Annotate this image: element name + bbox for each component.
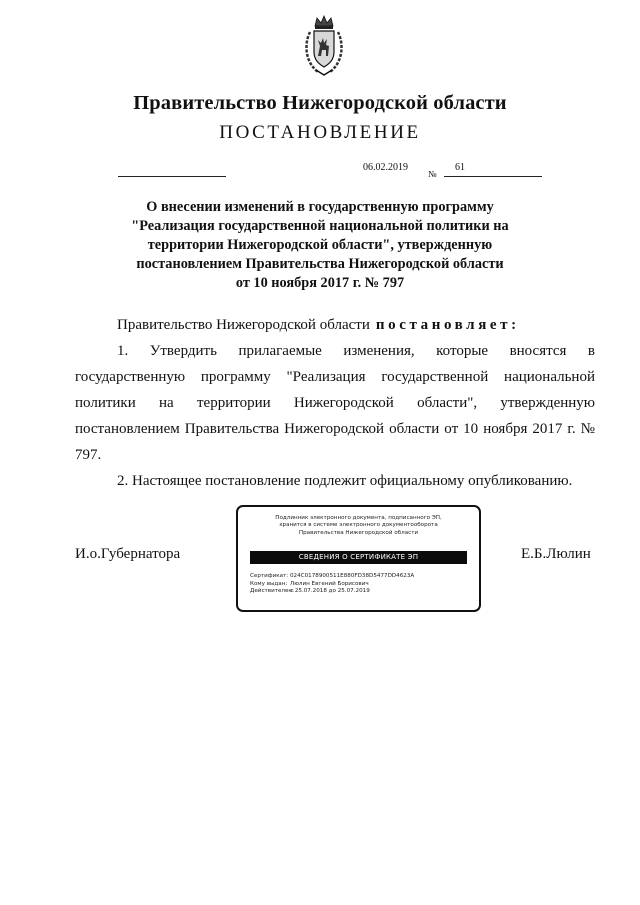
subject-line: "Реализация государственной национальной политики на <box>131 218 509 234</box>
date-blank-line <box>118 176 226 177</box>
signatory-name: Е.Б.Люлин <box>521 546 591 562</box>
stamp-validity-row <box>250 588 414 596</box>
stamp-header-line: Правительства Нижегородской области <box>298 529 419 536</box>
paragraph-2: 2. Настоящее постановление подлежит официальному опубликованию. <box>117 473 573 489</box>
intro-verb: постановляет: <box>375 317 520 333</box>
paragraph-1: 1. Утвердить прилагаемые изменения, которые вносятся в государственную программу "Реализация государственной национальной политики на территории Нижегородской области", утвержденную постановлением Правительства Нижегородской области от 10 ноября 2017 г. № 797. <box>75 343 595 463</box>
e-signature-stamp <box>236 505 481 612</box>
stamp-label: Действителен: <box>250 588 294 595</box>
coat-of-arms-icon <box>302 12 346 78</box>
number-label: № <box>428 169 437 179</box>
stamp-header-line: Подлинник электронного документа, подписанного ЭП, <box>275 515 442 521</box>
stamp-certificate-row <box>250 573 414 581</box>
stamp-details <box>250 573 414 596</box>
stamp-header-line: хранится в системе электронного документооборота <box>279 522 438 529</box>
stamp-certificate-value: 024C0178900511E880FD38D5477DD4623A <box>290 573 415 579</box>
number-line <box>444 176 542 177</box>
signatory-position: И.о.Губернатора <box>75 546 181 562</box>
stamp-header <box>238 515 479 537</box>
government-title: Правительство Нижегородской области <box>133 92 507 114</box>
subject-line: территории Нижегородской области", утвержденную <box>147 237 493 253</box>
subject-line: О внесении изменений в государственную программу <box>146 199 494 215</box>
document-type: ПОСТАНОВЛЕНИЕ <box>219 122 421 143</box>
document-date: 06.02.2019 <box>363 162 408 173</box>
subject-line: от 10 ноября 2017 г. № 797 <box>235 275 405 291</box>
stamp-title: СВЕДЕНИЯ О СЕРТИФИКАТЕ ЭП <box>250 551 467 564</box>
intro-paragraph <box>117 312 520 338</box>
stamp-validity-value: с 25.07.2018 до 25.07.2019 <box>290 588 370 595</box>
stamp-label: Сертификат: <box>250 573 289 579</box>
intro-text: Правительство Нижегородской области <box>117 317 370 333</box>
document-number: 61 <box>455 162 465 173</box>
document-subject <box>110 198 530 293</box>
subject-line: постановлением Правительства Нижегородской области <box>136 256 504 272</box>
stamp-label: Кому выдан: <box>250 580 288 587</box>
stamp-owner-value: Люлин Евгений Борисович <box>290 580 369 587</box>
